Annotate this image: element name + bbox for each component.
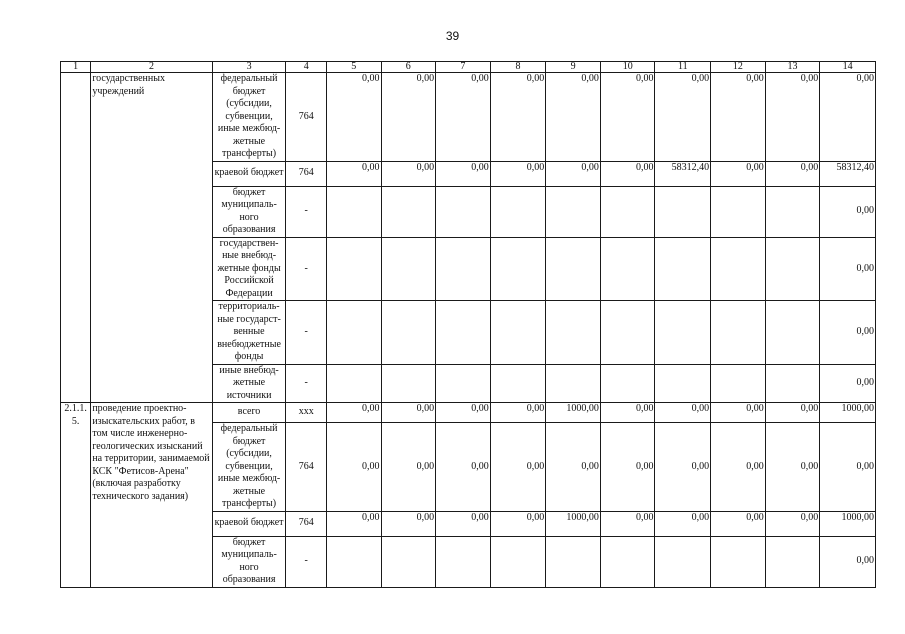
value-cell: [490, 237, 546, 301]
funding-source-cell: краевой бюджет: [212, 161, 286, 186]
value-cell: [381, 364, 436, 403]
value-cell: 0,00: [490, 73, 546, 162]
value-cell: [711, 364, 766, 403]
table-row: [61, 403, 876, 423]
value-cell: [326, 237, 381, 301]
value-cell: 0,00: [600, 73, 655, 162]
value-cell: 0,00: [436, 511, 491, 536]
value-cell: 0,00: [655, 73, 711, 162]
value-cell: [546, 186, 601, 237]
value-cell: [765, 237, 820, 301]
value-cell: [711, 301, 766, 365]
column-header: 9: [546, 62, 601, 73]
value-cell: [546, 536, 601, 587]
value-cell: [546, 364, 601, 403]
column-header: 14: [820, 62, 876, 73]
column-header: 5: [326, 62, 381, 73]
funding-source-cell: бюджет муниципаль-ного образования: [212, 536, 286, 587]
total-value-cell: 1000,00: [820, 403, 876, 423]
value-cell: [600, 301, 655, 365]
total-value-cell: 0,00: [820, 536, 876, 587]
value-cell: 1000,00: [546, 511, 601, 536]
column-header: 8: [490, 62, 546, 73]
value-cell: [711, 536, 766, 587]
value-cell: 0,00: [381, 403, 436, 423]
value-cell: 0,00: [765, 403, 820, 423]
value-cell: 0,00: [711, 403, 766, 423]
value-cell: [436, 301, 491, 365]
value-cell: 0,00: [436, 73, 491, 162]
value-cell: [655, 186, 711, 237]
total-value-cell: 1000,00: [820, 511, 876, 536]
column-header: 10: [600, 62, 655, 73]
code-cell: 764: [286, 161, 326, 186]
value-cell: 0,00: [711, 511, 766, 536]
value-cell: 0,00: [490, 161, 546, 186]
value-cell: [436, 536, 491, 587]
item-number-cell: [61, 73, 91, 403]
value-cell: 0,00: [326, 511, 381, 536]
column-number-row: [61, 62, 876, 73]
funding-source-cell: федеральный бюджет (субсидии, субвенции, иные межбюд-жетные трансферты): [212, 423, 286, 512]
value-cell: [490, 186, 546, 237]
total-value-cell: 0,00: [820, 301, 876, 365]
value-cell: [655, 237, 711, 301]
value-cell: 0,00: [655, 511, 711, 536]
value-cell: [765, 301, 820, 365]
item-name-cell: проведение проектно-изыскательских работ, в том числе инженерно-геологических изысканий на территории, занимаемой КСК "Фетисов-Арена" (включая разработку технического задания): [91, 403, 212, 588]
item-number-cell: 2.1.1. 5.: [61, 403, 91, 588]
value-cell: 0,00: [490, 403, 546, 423]
value-cell: [765, 186, 820, 237]
budget-table: [60, 61, 876, 588]
value-cell: [381, 301, 436, 365]
value-cell: [326, 186, 381, 237]
funding-source-cell: всего: [212, 403, 286, 423]
column-header: 12: [711, 62, 766, 73]
value-cell: [546, 301, 601, 365]
funding-source-cell: краевой бюджет: [212, 511, 286, 536]
value-cell: [490, 364, 546, 403]
value-cell: 0,00: [711, 161, 766, 186]
value-cell: [490, 536, 546, 587]
value-cell: 58312,40: [655, 161, 711, 186]
table-body: [61, 62, 876, 588]
value-cell: 0,00: [600, 423, 655, 512]
value-cell: 0,00: [381, 511, 436, 536]
value-cell: 0,00: [546, 423, 601, 512]
value-cell: [600, 364, 655, 403]
code-cell: 764: [286, 511, 326, 536]
table-row: [61, 73, 876, 162]
value-cell: 0,00: [436, 423, 491, 512]
value-cell: [326, 536, 381, 587]
value-cell: [546, 237, 601, 301]
value-cell: [326, 364, 381, 403]
value-cell: [765, 364, 820, 403]
value-cell: [711, 186, 766, 237]
value-cell: 0,00: [326, 403, 381, 423]
value-cell: [436, 186, 491, 237]
value-cell: [600, 536, 655, 587]
value-cell: [655, 364, 711, 403]
value-cell: [600, 237, 655, 301]
value-cell: [381, 186, 436, 237]
value-cell: 0,00: [490, 423, 546, 512]
value-cell: 0,00: [546, 161, 601, 186]
funding-source-cell: территориаль-ные государст-венные внебюджетные фонды: [212, 301, 286, 365]
value-cell: 0,00: [655, 403, 711, 423]
funding-source-cell: бюджет муниципаль-ного образования: [212, 186, 286, 237]
value-cell: 0,00: [436, 403, 491, 423]
value-cell: [436, 237, 491, 301]
column-header: 7: [436, 62, 491, 73]
code-cell: -: [286, 301, 326, 365]
value-cell: [381, 536, 436, 587]
column-header: 13: [765, 62, 820, 73]
value-cell: 0,00: [711, 73, 766, 162]
total-value-cell: 0,00: [820, 186, 876, 237]
column-header: 4: [286, 62, 326, 73]
value-cell: 0,00: [711, 423, 766, 512]
column-header: 6: [381, 62, 436, 73]
value-cell: 0,00: [326, 423, 381, 512]
value-cell: [381, 237, 436, 301]
item-name-cell: государственных учреждений: [91, 73, 212, 403]
value-cell: 0,00: [326, 161, 381, 186]
total-value-cell: 0,00: [820, 364, 876, 403]
column-header: 2: [91, 62, 212, 73]
value-cell: 0,00: [600, 511, 655, 536]
value-cell: 0,00: [765, 73, 820, 162]
code-cell: -: [286, 364, 326, 403]
code-cell: -: [286, 536, 326, 587]
total-value-cell: 0,00: [820, 423, 876, 512]
code-cell: -: [286, 186, 326, 237]
value-cell: [600, 186, 655, 237]
value-cell: 0,00: [546, 73, 601, 162]
value-cell: 0,00: [490, 511, 546, 536]
funding-source-cell: иные внебюд-жетные источники: [212, 364, 286, 403]
value-cell: [326, 301, 381, 365]
value-cell: 0,00: [381, 423, 436, 512]
value-cell: 0,00: [326, 73, 381, 162]
value-cell: 0,00: [655, 423, 711, 512]
page-number: 39: [445, 29, 460, 43]
value-cell: 1000,00: [546, 403, 601, 423]
value-cell: 0,00: [436, 161, 491, 186]
value-cell: 0,00: [381, 73, 436, 162]
code-cell: 764: [286, 423, 326, 512]
column-header: 1: [61, 62, 91, 73]
value-cell: 0,00: [381, 161, 436, 186]
value-cell: 0,00: [600, 161, 655, 186]
code-cell: 764: [286, 73, 326, 162]
total-value-cell: 0,00: [820, 73, 876, 162]
value-cell: [765, 536, 820, 587]
value-cell: 0,00: [600, 403, 655, 423]
value-cell: [655, 536, 711, 587]
value-cell: 0,00: [765, 423, 820, 512]
value-cell: [655, 301, 711, 365]
code-cell: ххх: [286, 403, 326, 423]
value-cell: [490, 301, 546, 365]
total-value-cell: 58312,40: [820, 161, 876, 186]
value-cell: 0,00: [765, 511, 820, 536]
column-header: 11: [655, 62, 711, 73]
code-cell: -: [286, 237, 326, 301]
value-cell: 0,00: [765, 161, 820, 186]
funding-source-cell: федеральный бюджет (субсидии, субвенции, иные межбюд-жетные трансферты): [212, 73, 286, 162]
column-header: 3: [212, 62, 286, 73]
value-cell: [436, 364, 491, 403]
total-value-cell: 0,00: [820, 237, 876, 301]
funding-source-cell: государствен-ные внебюд-жетные фонды Российской Федерации: [212, 237, 286, 301]
value-cell: [711, 237, 766, 301]
